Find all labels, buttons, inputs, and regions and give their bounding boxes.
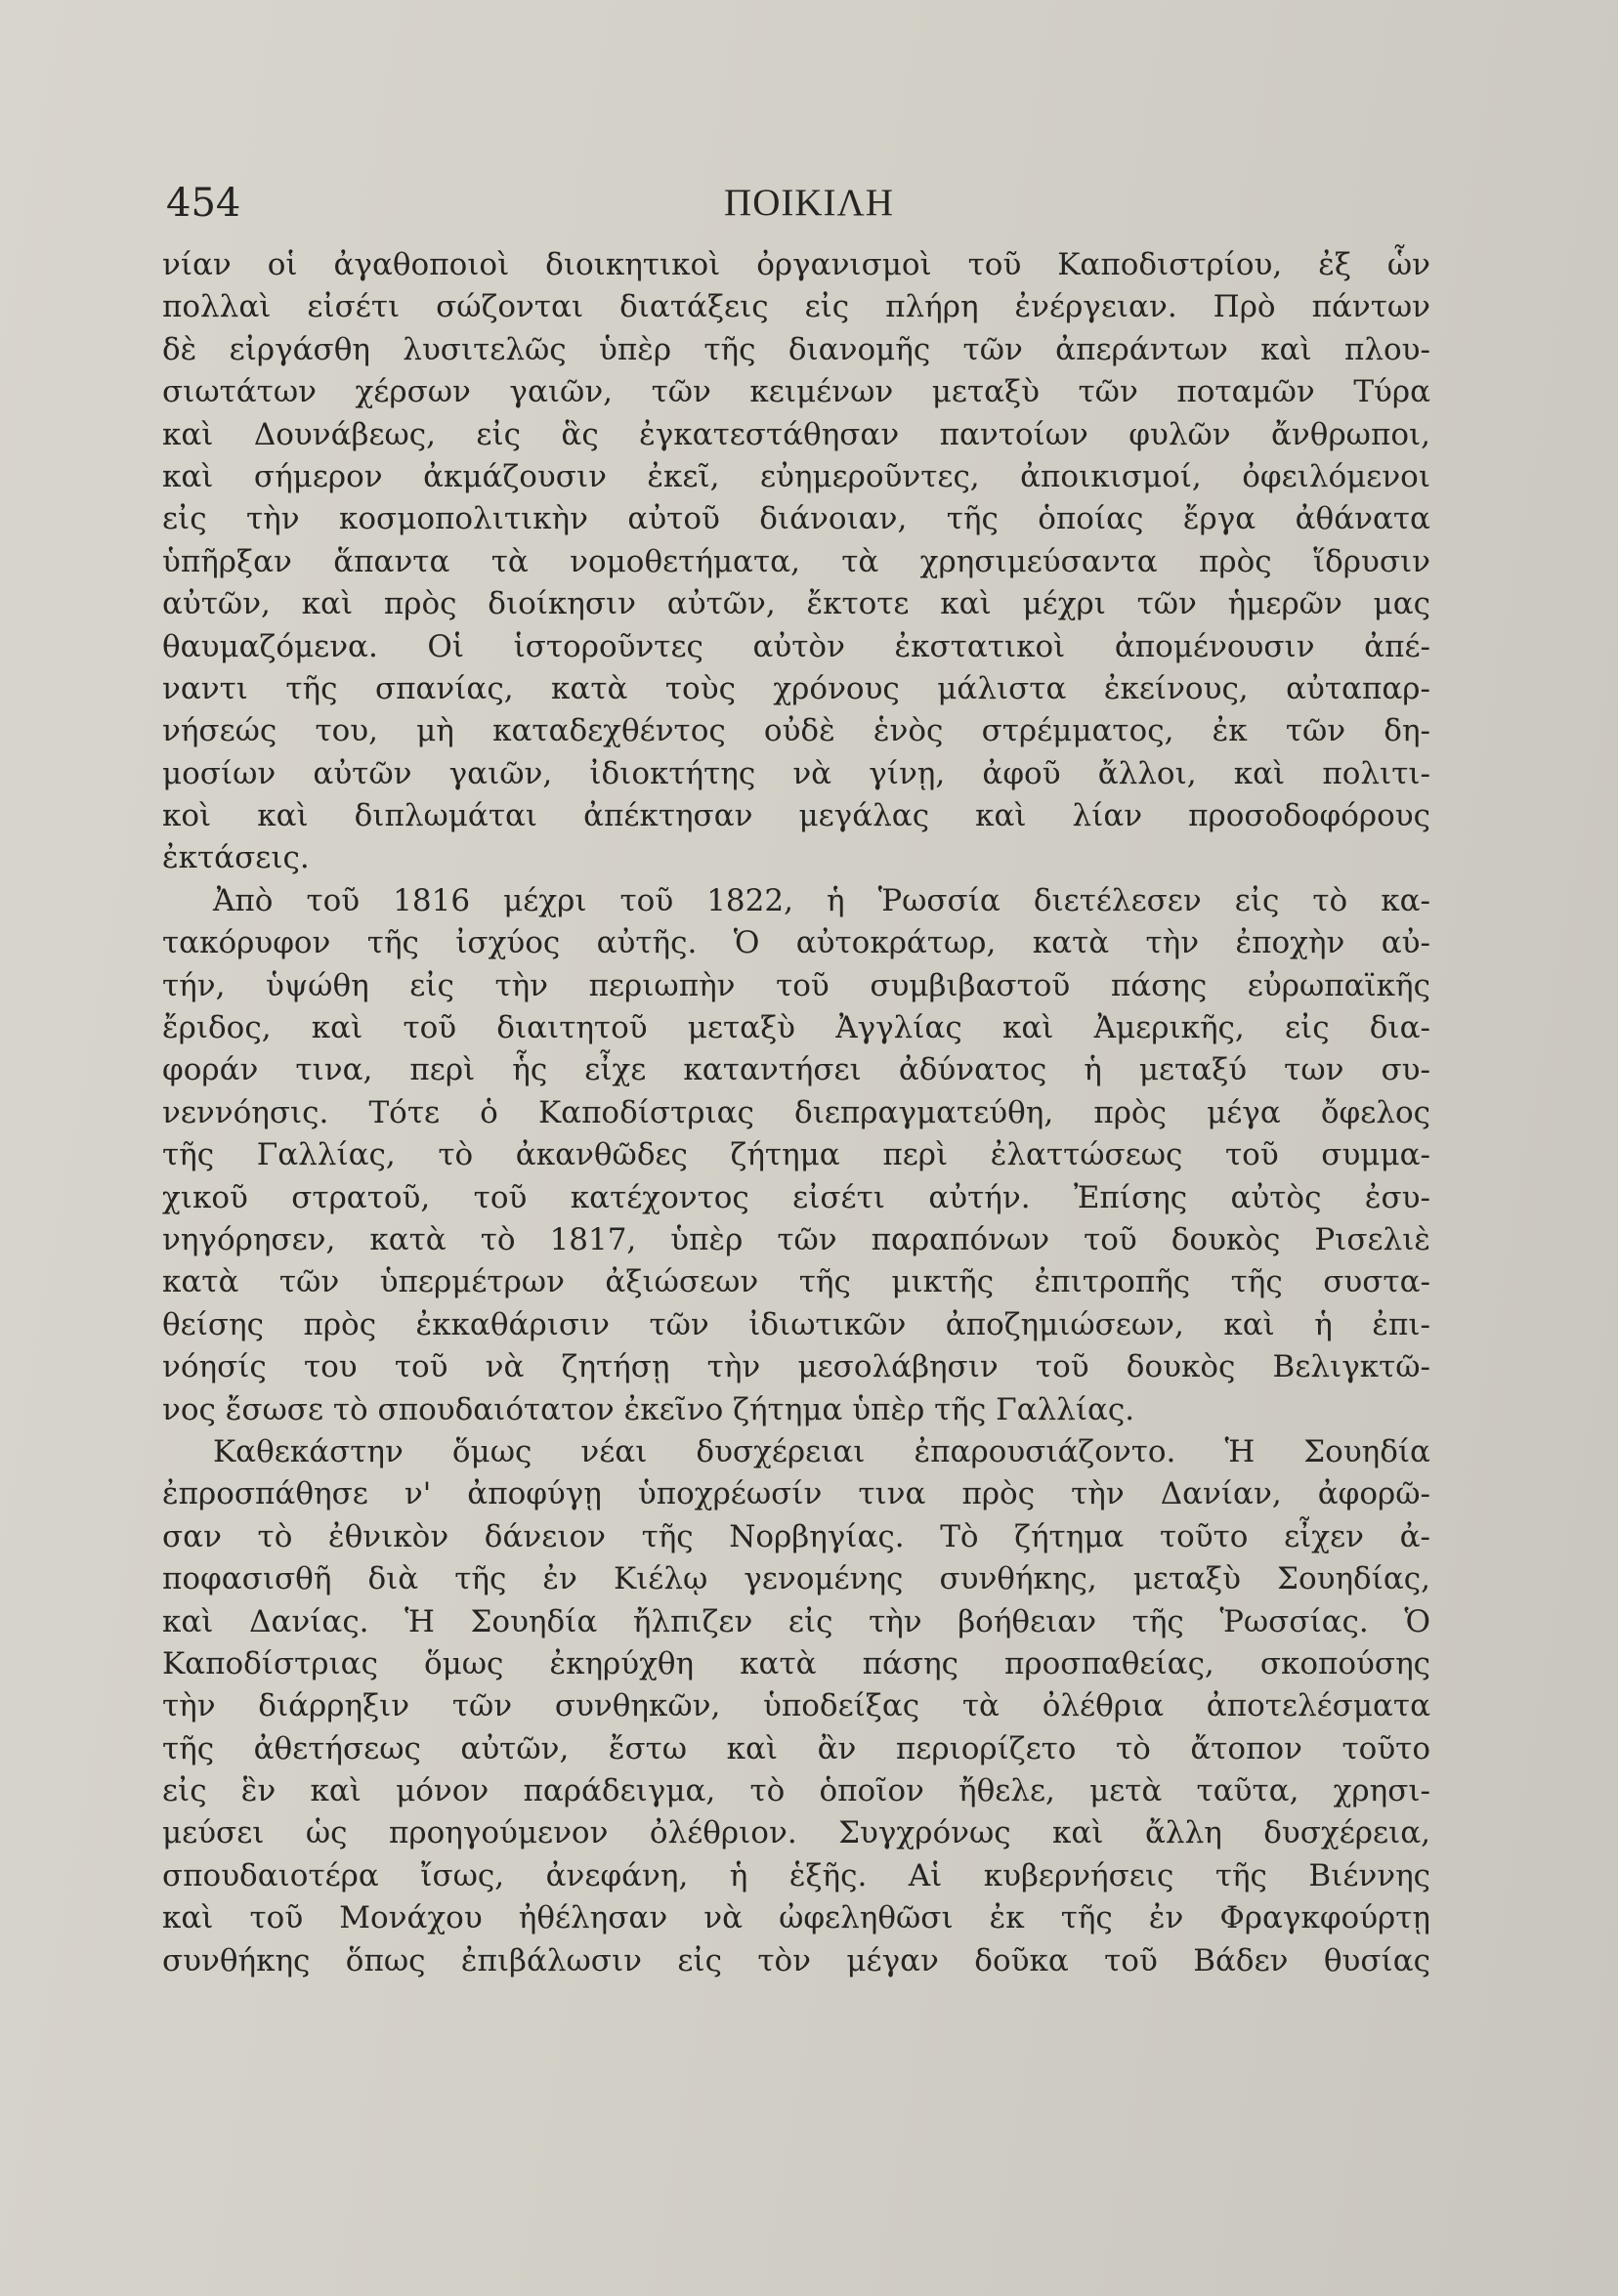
text-line: Καποδίστριας ὅμως ἐκηρύχθη κατὰ πάσης προσπαθείας, σκοπούσης	[162, 1645, 1430, 1681]
text-line: Καθεκάστην ὅμως νέαι δυσχέρειαι ἐπαρουσιάζοντο. Ἡ Σουηδία	[213, 1433, 1430, 1469]
text-line: νηγόρησεν, κατὰ τὸ 1817, ὑπὲρ τῶν παραπόνων τοῦ δουκὸς Ρισελιὲ	[162, 1221, 1430, 1257]
text-line: μοσίων αὐτῶν γαιῶν, ἰδιοκτήτης νὰ γίνῃ, ἀφοῦ ἄλλοι, καὶ πολιτι-	[162, 755, 1430, 791]
text-line: ἔριδος, καὶ τοῦ διαιτητοῦ μεταξὺ Ἀγγλίας καὶ Ἀμερικῆς, εἰς δια-	[162, 1010, 1430, 1046]
text-line: καὶ Δανίας. Ἡ Σουηδία ἤλπιζεν εἰς τὴν βοήθειαν τῆς Ῥωσσίας. Ὁ	[162, 1603, 1430, 1639]
text-line: ποφασισθῆ διὰ τῆς ἐν Κιέλῳ γενομένης συνθήκης, μεταξὺ Σουηδίας,	[162, 1561, 1430, 1597]
page-header	[0, 172, 1618, 234]
text-line: θείσης πρὸς ἐκκαθάρισιν τῶν ἰδιωτικῶν ἀποζημιώσεων, καὶ ἡ ἐπι-	[162, 1306, 1430, 1342]
text-line: εἰς τὴν κοσμοπολιτικὴν αὐτοῦ διάνοιαν, τῆς ὁποίας ἔργα ἀθάνατα	[162, 501, 1430, 537]
text-line: τῆς ἀθετήσεως αὐτῶν, ἔστω καὶ ἂν περιορίζετο τὸ ἄτοπον τοῦτο	[162, 1730, 1430, 1766]
text-line: ὑπῆρξαν ἅπαντα τὰ νομοθετήματα, τὰ χρησιμεύσαντα πρὸς ἵδρυσιν	[162, 543, 1430, 579]
text-line: τήν, ὑψώθη εἰς τὴν περιωπὴν τοῦ συμβιβαστοῦ πάσης εὐρωπαϊκῆς	[162, 967, 1430, 1003]
running-head: ΠΟΙΚΙΛΗ	[724, 182, 894, 224]
text-line: νος ἔσωσε τὸ σπουδαιότατον ἐκεῖνο ζήτημα ὑπὲρ τῆς Γαλλίας.	[162, 1391, 1135, 1427]
text-line: σαν τὸ ἐθνικὸν δάνειον τῆς Νορβηγίας. Τὸ ζήτημα τοῦτο εἶχεν ἀ-	[162, 1518, 1430, 1554]
text-line: τακόρυφον τῆς ἰσχύος αὐτῆς. Ὁ αὐτοκράτωρ, κατὰ τὴν ἐποχὴν αὐ-	[162, 925, 1430, 961]
text-line: καὶ τοῦ Μονάχου ἠθέλησαν νὰ ὠφεληθῶσι ἐκ τῆς ἐν Φραγκφούρτῃ	[162, 1900, 1430, 1936]
page-number: 454	[166, 181, 241, 226]
text-line: ναντι τῆς σπανίας, κατὰ τοὺς χρόνους μάλιστα ἐκείνους, αὐταπαρ-	[162, 670, 1430, 706]
text-line: πολλαὶ εἰσέτι σώζονται διατάξεις εἰς πλήρη ἐνέργειαν. Πρὸ πάντων	[162, 289, 1430, 325]
text-line: δὲ εἰργάσθη λυσιτελῶς ὑπὲρ τῆς διανομῆς τῶν ἀπεράντων καὶ πλου-	[162, 331, 1430, 367]
text-line: νόησίς του τοῦ νὰ ζητήσῃ τὴν μεσολάβησιν τοῦ δουκὸς Βελιγκτῶ-	[162, 1349, 1430, 1385]
text-line: καὶ σήμερον ἀκμάζουσιν ἐκεῖ, εὐημεροῦντες, ἀποικισμοί, ὀφειλόμενοι	[162, 458, 1430, 494]
text-line: κοὶ καὶ διπλωμάται ἀπέκτησαν μεγάλας καὶ λίαν προσοδοφόρους	[162, 798, 1430, 834]
text-line: τὴν διάρρηξιν τῶν συνθηκῶν, ὑποδείξας τὰ ὀλέθρια ἀποτελέσματα	[162, 1688, 1430, 1724]
text-line: νίαν οἱ ἀγαθοποιοὶ διοικητικοὶ ὀργανισμοὶ τοῦ Καποδιστρίου, ἐξ ὧν	[162, 247, 1430, 282]
text-line: τῆς Γαλλίας, τὸ ἀκανθῶδες ζήτημα περὶ ἐλαττώσεως τοῦ συμμα-	[162, 1137, 1430, 1173]
text-line: Ἀπὸ τοῦ 1816 μέχρι τοῦ 1822, ἡ Ῥωσσία διετέλεσεν εἰς τὸ κα-	[213, 882, 1430, 918]
text-line: σπουδαιοτέρα ἴσως, ἀνεφάνη, ἡ ἑξῆς. Αἱ κυβερνήσεις τῆς Βιέννης	[162, 1857, 1430, 1893]
text-line: ἐκτάσεις.	[162, 840, 310, 876]
text-line: μεύσει ὡς προηγούμενον ὀλέθριον. Συγχρόνως καὶ ἄλλη δυσχέρεια,	[162, 1815, 1430, 1851]
text-line: θαυμαζόμενα. Οἱ ἱστοροῦντες αὐτὸν ἐκστατικοὶ ἀπομένουσιν ἀπέ-	[162, 628, 1430, 664]
text-line: νεννόησις. Τότε ὁ Καποδίστριας διεπραγματεύθη, πρὸς μέγα ὄφελος	[162, 1094, 1430, 1130]
text-line: συνθήκης ὅπως ἐπιβάλωσιν εἰς τὸν μέγαν δοῦκα τοῦ Βάδεν θυσίας	[162, 1942, 1430, 1978]
text-line: αὐτῶν, καὶ πρὸς διοίκησιν αὐτῶν, ἔκτοτε καὶ μέχρι τῶν ἡμερῶν μας	[162, 586, 1430, 622]
text-line: χικοῦ στρατοῦ, τοῦ κατέχοντος εἰσέτι αὐτήν. Ἐπίσης αὐτὸς ἐσυ-	[162, 1179, 1430, 1215]
text-line: εἰς ἓν καὶ μόνον παράδειγμα, τὸ ὁποῖον ἤθελε, μετὰ ταῦτα, χρησι-	[162, 1773, 1430, 1809]
text-line: κατὰ τῶν ὑπερμέτρων ἀξιώσεων τῆς μικτῆς ἐπιτροπῆς τῆς συστα-	[162, 1264, 1430, 1300]
text-line: σιωτάτων χέρσων γαιῶν, τῶν κειμένων μεταξὺ τῶν ποταμῶν Τύρα	[162, 374, 1430, 410]
text-line: φοράν τινα, περὶ ἧς εἶχε καταντήσει ἀδύνατος ἡ μεταξύ των συ-	[162, 1052, 1430, 1088]
body-text	[162, 244, 1430, 1982]
text-line: νήσεώς του, μὴ καταδεχθέντος οὐδὲ ἑνὸς στρέμματος, ἐκ τῶν δη-	[162, 713, 1430, 749]
text-line: καὶ Δουνάβεως, εἰς ἃς ἐγκατεστάθησαν παντοίων φυλῶν ἄνθρωποι,	[162, 416, 1430, 452]
text-line: ἐπροσπάθησε ν' ἀποφύγῃ ὑποχρέωσίν τινα πρὸς τὴν Δανίαν, ἀφορῶ-	[162, 1476, 1430, 1512]
